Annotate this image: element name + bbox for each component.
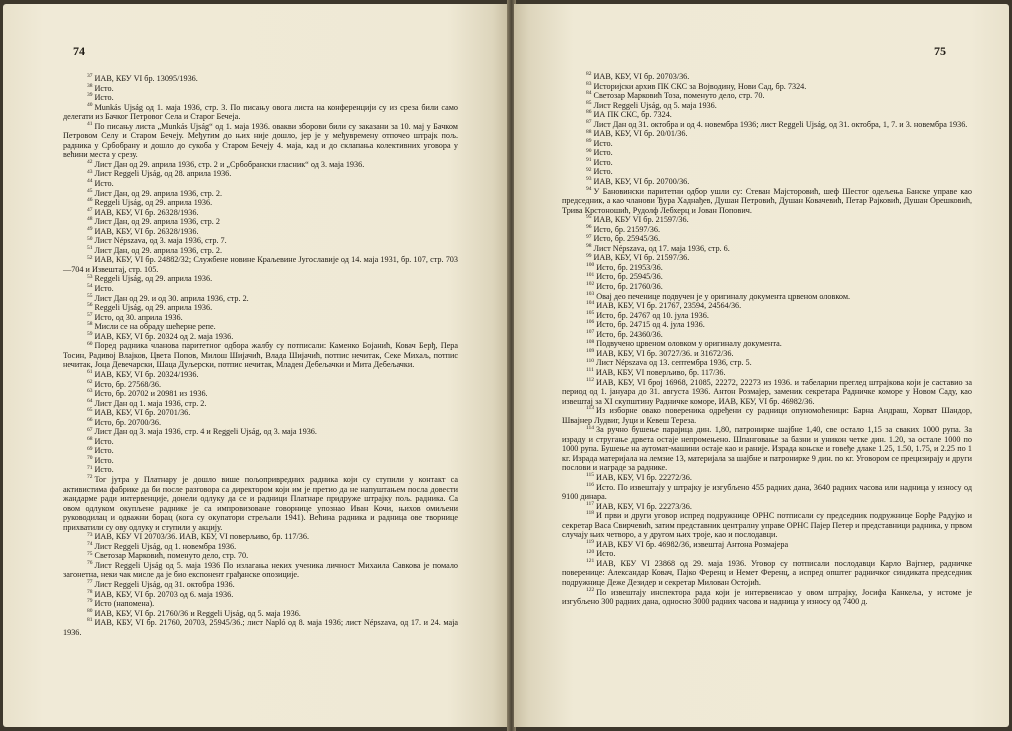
footnote-text: ИАВ, КБУ, VI бр. 21760, 20703, 25945/36.; лист Napló од 8. маја 1936; лист Népszava, од 17. и 24. маја 1936. — [63, 618, 458, 637]
footnote-number: 51 — [87, 245, 93, 252]
footnote-text: Исто, бр. 21760/36. — [596, 282, 663, 292]
footnote-number: 98 — [586, 243, 592, 250]
footnote — [63, 274, 458, 284]
footnote-text: Лист Népszava, од 17. маја 1936, стр. 6. — [593, 243, 730, 253]
footnote-number: 91 — [586, 157, 592, 164]
footnote-text: ИАВ, КБУ, VI поверљиво, бр. 117/36. — [595, 367, 726, 377]
footnote-text: Лист Népszava од 13. септембра 1936, стр. 5. — [596, 358, 752, 368]
footnote-text: ИАВ, КБУ, VI бр. 26328/1936. — [94, 207, 199, 217]
footnote — [562, 559, 972, 588]
footnote-text: Исто. — [94, 436, 114, 446]
footnote-text: Лист Дан, од 29. априла 1936, стр. 2. — [94, 188, 222, 198]
footnote — [562, 368, 972, 378]
footnote — [562, 483, 972, 502]
footnote-number: 44 — [87, 178, 93, 185]
footnote-number: 121 — [586, 558, 595, 565]
footnote-number: 122 — [586, 586, 595, 593]
footnote-text: Лист Népszava, од 3. маја 1936, стр. 7. — [94, 236, 227, 246]
footnote-number: 47 — [87, 206, 93, 213]
footnote-text: Исто. — [94, 93, 114, 103]
footnote — [63, 408, 458, 418]
footnote-text: Овај део печенице подвучен је у оригиналу документа црвеном оловком. — [596, 291, 851, 301]
footnote — [562, 549, 972, 559]
footnote-text: Reggeli Ujság, од 29. априла 1936. — [94, 303, 213, 313]
footnote-text: Лист Дан од 29. априла 1936, стр. 2 и „Србобрански гласник“ од 3. маја 1936. — [94, 159, 365, 169]
footnote-text: ИАВ, КБУ, VI бр. 21597/36. — [593, 253, 690, 263]
footnote-number: 113 — [586, 405, 595, 412]
footnote-text: Историјски архив ПК СКС за Војводину, Нови Сад, бр. 7324. — [593, 81, 807, 91]
footnote — [562, 349, 972, 359]
footnote-text: Лист Reggeli Ujság, од 1. новембра 1936. — [94, 541, 237, 551]
footnote-number: 85 — [586, 99, 592, 106]
footnote-text: Munkás Ujság од 1. маја 1936, стр. 3. По писању овога листа на конференцији су из среза били само делегати из Бачког Петровог Села и Старог Бечеја. — [63, 102, 458, 122]
footnote — [562, 339, 972, 349]
footnote-number: 67 — [87, 426, 93, 433]
footnote-text: Исто, од 30. априла 1936. — [94, 312, 183, 322]
footnote — [562, 511, 972, 540]
footnote-number: 68 — [87, 436, 93, 443]
footnote — [562, 358, 972, 368]
footnote-text: Поред радника чланова паритетног одбора жалбу су потписали: Каменко Бојанић, Ковач Берђ, Пера Тосин, Радивој Влајков, Цвета Попов, Милош Шијачић, Влада Шијачић, потпис нечитак, Секе Михаљ, потпис нечитак, Јоца Девечарски, Шаца Дуљерски, потпис нечитак, Младен Дебељачки и Мита Дебељачки. — [63, 341, 458, 370]
footnote-text: ИА ПК СКС, бр. 7324. — [593, 110, 672, 120]
footnote — [63, 246, 458, 256]
footnote-number: 84 — [586, 90, 592, 97]
footnote-text: Тог јутра у Платнару је дошло више пољопривредних радника који су ступили у контакт са активистима фабрике да би после разговора са директором који им је претио да не напуштањем посла довести жандарме ради интервенције, донели одлуку да се и радници Платнаре придруже штрајку пољ. радника. Са овом одлуком окупљене раднике је са импровизоване говорнице упознао Иван Кочи, њихов омиљени руководилац и одважни борац (кога су окупатори стрељали 1941). Већина радника и радница ове творнице прихватили су ову одлуку и ступили у акцију. — [63, 474, 458, 532]
page-number: 74 — [73, 44, 85, 58]
footnote — [63, 551, 458, 561]
footnote-number: 66 — [87, 416, 93, 423]
footnote-number: 106 — [586, 319, 595, 326]
footnote — [63, 456, 458, 466]
footnote-text: ИАВ, КБУ, VI бр. 20/01/36. — [593, 129, 688, 139]
footnote-number: 79 — [87, 598, 93, 605]
footnote-number: 109 — [586, 348, 595, 355]
footnote — [63, 284, 458, 294]
footnote — [562, 282, 972, 292]
footnote-number: 120 — [586, 548, 595, 555]
footnote-text: ИАВ, КБУ, VI бр. 21760/36 и Reggeli Ujság, од 5. маја 1936. — [94, 608, 301, 618]
footnote — [63, 332, 458, 342]
footnote — [562, 330, 972, 340]
footnote-text: ИАВ, КБУ, VI бр. 26328/1936. — [94, 226, 199, 236]
footnote-number: 58 — [87, 321, 93, 328]
footnote — [562, 72, 972, 82]
footnote — [63, 399, 458, 409]
footnote-number: 49 — [87, 226, 93, 233]
footnote-text: ИАВ, КБУ VI 20703/36. ИАВ, КБУ, VI поверљиво, бр. 117/36. — [94, 532, 309, 542]
footnote — [63, 599, 458, 609]
footnote-number: 107 — [586, 329, 595, 336]
footnote — [562, 272, 972, 282]
footnote — [63, 179, 458, 189]
footnote-number: 116 — [586, 481, 595, 488]
footnote-number: 41 — [87, 121, 93, 127]
footnote-text: Исто. — [94, 83, 114, 93]
footnote-text: Лист Дан од 29. и од 30. априла 1936, стр. 2. — [94, 293, 249, 303]
footnote-text: По извештају инспектора рада који је интервенисао у овом штрајку, Јосифа Канкеља, у истоме је изгубљено 300 радних дана, односно 3000 радних часова и надница у износу од 7400 д. — [562, 587, 972, 607]
footnote-text: ИАВ, КБУ, VI бр. 22272/36. — [596, 472, 692, 482]
footnote-text: Исто, бр. 20702 и 20981 из 1936. — [94, 389, 208, 399]
footnote-text: Исто, бр. 20700/36. — [94, 417, 162, 427]
footnote — [562, 311, 972, 321]
footnote-number: 37 — [87, 73, 93, 80]
footnote — [562, 158, 972, 168]
footnote-number: 115 — [586, 472, 595, 479]
footnote — [562, 148, 972, 158]
footnote — [63, 475, 458, 532]
footnote — [63, 341, 458, 370]
footnote — [562, 301, 972, 311]
footnote — [562, 425, 972, 473]
footnote-text: Исто, бр. 24715 од 4. јула 1936. — [596, 320, 705, 330]
footnote — [63, 198, 458, 208]
footnote-number: 73 — [87, 531, 93, 538]
footnote-number: 59 — [87, 331, 93, 338]
footnote-number: 88 — [586, 128, 592, 135]
footnote-number: 39 — [87, 92, 93, 99]
footnote-text: ИАВ, КБУ, VI бр. 30727/36. и 31672/36. — [596, 348, 734, 358]
footnote — [63, 294, 458, 304]
footnote-number: 93 — [586, 176, 592, 183]
footnote — [562, 225, 972, 235]
footnote-text: Исто, бр. 24767 од 10. јула 1936. — [596, 310, 709, 320]
footnote — [562, 120, 972, 130]
footnote-text: Reggeli Ujság, од 29. априла 1936. — [94, 198, 213, 208]
footnote-number: 48 — [87, 216, 93, 223]
footnote — [562, 101, 972, 111]
footnote-text: Исто. — [596, 549, 616, 559]
footnote-number: 75 — [87, 550, 93, 557]
footnote — [63, 437, 458, 447]
footnote-text: Лист Дан од 31. октобра и од 4. новембра 1936; лист Reggeli Ujság, од 31. октобра, 1, 7. и 3. новембра 1936. — [593, 119, 968, 129]
footnote — [63, 418, 458, 428]
footnote — [63, 580, 458, 590]
footnote-text: Исто. — [94, 179, 114, 189]
footnote-text: И први и други уговор испред подружнице ОРНС потписали су председник подружнице Борђе Радујко и секретар Васа Свирчевић, затим представник централну управе ОРНС Пајер Петер и представници радника, у првом случају њих четворо, а у другом њих троје, као и послодавци. — [562, 511, 972, 540]
footnote — [63, 542, 458, 552]
footnote-text: ИАВ, КБУ VI бр. 21597/36. — [593, 215, 689, 225]
footnote-number: 95 — [586, 214, 592, 221]
footnote — [562, 215, 972, 225]
footnote-number: 55 — [87, 292, 93, 299]
footnote-text: Лист Дан, од 29. априла 1936, стр. 2. — [94, 245, 222, 255]
footnote-number: 45 — [87, 187, 93, 194]
footnote-number: 54 — [87, 283, 93, 290]
footnote-number: 99 — [586, 252, 592, 259]
footnote-text: ИАВ, КБУ, VI бр. 20700/36. — [593, 177, 690, 187]
footnote-number: 50 — [87, 235, 93, 242]
footnote — [562, 253, 972, 263]
footnote-text: ИАВ, КБУ, VI бр. 20703/36. — [593, 72, 690, 81]
footnote-number: 74 — [87, 541, 93, 548]
footnote-number: 117 — [586, 500, 595, 507]
footnote-number: 96 — [586, 224, 592, 231]
footnote-number: 111 — [586, 367, 594, 374]
footnote — [63, 122, 458, 160]
footnote-text: Исто. — [94, 465, 114, 475]
footnote — [63, 189, 458, 199]
footnote — [63, 609, 458, 619]
footnote-text: Лист Reggeli Ujság, од 28. априла 1936. — [94, 169, 232, 179]
footnote-text: Исто. — [593, 157, 613, 167]
footnote — [562, 177, 972, 187]
footnote — [63, 370, 458, 380]
footnote — [63, 532, 458, 542]
footnote-text: Исто (напомена). — [94, 599, 155, 609]
footnote-number: 92 — [586, 166, 592, 173]
footnote-number: 61 — [87, 369, 93, 376]
footnote — [63, 561, 458, 580]
footnote — [63, 93, 458, 103]
footnote-number: 83 — [586, 80, 592, 87]
footnote-number: 42 — [87, 159, 93, 166]
footnote-text: За ручно бушење парајица дин. 1,80, патронирке шајбне 1,40, све остало 1,15 за сваких 1000 рупа. За израду и стругање дрвета остаје непромењено. Шпанговање за базни и уникон четке дин. 1.20, за остале 1000 по 1000 рупа. Бушење на аутомат-машини остаје као и раније. Израда коњске и говеђе длаке 1.25, 1.50, 1.75, и 2.25 по 1 кг. Израда материјала на лемзие 13, материјала за шајбне и патронирке 9 дин. по кг. Уговором се прецизирају и други послови и награде за раднике. — [562, 425, 972, 473]
footnote-number: 94 — [586, 185, 592, 192]
footnote-number: 64 — [87, 397, 93, 404]
footnote-text: ИАВ, КБУ, VI бр. 24882/32; Службене новине Краљевине Југославије од 14. маја 1931, бр. 107, стр. 703—704 и Извештај, стр. 105. — [63, 255, 458, 274]
footnote — [63, 389, 458, 399]
footnote-number: 70 — [87, 455, 93, 462]
footnote-number: 101 — [586, 271, 595, 278]
footnote-number: 81 — [87, 617, 93, 624]
footnote-list — [63, 74, 458, 637]
footnote-text: Исто, бр. 25945/36. — [596, 272, 663, 282]
footnote — [63, 255, 458, 274]
footnote-number: 100 — [586, 262, 595, 269]
footnote — [63, 380, 458, 390]
footnote-number: 56 — [87, 302, 93, 309]
footnote-text: ИАВ, КБУ, VI број 16968, 21085, 22272, 22273 из 1936. и табеларни преглед штрајкова који је саставио за период од 1. јануара до 31. августа 1936. Антон Розмајер, заменик секретара Радничке коморе у Новом Саду, као извештај за XI скупштину Радничке коморе, ИАВ, КБУ, VI бр. 46982/36. — [562, 377, 972, 406]
footnote-number: 119 — [586, 539, 595, 546]
footnote — [63, 208, 458, 218]
footnote-number: 110 — [586, 357, 595, 364]
footnote-text: Лист Reggeli Ujság, од 31. октобра 1936. — [94, 579, 235, 589]
footnote-text: ИАВ, КБУ, VI бр. 20324 од 2. маја 1936. — [94, 331, 234, 341]
footnote-number: 78 — [87, 588, 93, 595]
footnote-number: 103 — [586, 290, 595, 297]
footnote-number: 118 — [586, 510, 595, 517]
footnote-text: Из изборне овако повереника одређени су радници опуномоћеници: Барна Андраш, Хорват Шандор, Швајнер Лудвиг, Јуци и Кевеш Тереза. — [562, 406, 972, 425]
footnote-text: Исто, бр. 27568/36. — [94, 379, 162, 389]
footnote-number: 114 — [586, 424, 595, 431]
footnote — [63, 590, 458, 600]
footnote — [562, 292, 972, 302]
footnote — [63, 446, 458, 456]
footnote-text: Лист Reggeli Ujság, од 5. маја 1936. — [593, 100, 717, 110]
footnote-number: 65 — [87, 407, 93, 414]
footnote-number: 71 — [87, 464, 93, 471]
footnote — [63, 217, 458, 227]
right-page — [514, 4, 1009, 727]
footnote-text: Исто, бр. 24360/36. — [596, 329, 663, 339]
footnote — [63, 303, 458, 313]
footnote-number: 69 — [87, 445, 93, 452]
footnote-text: Исто. — [94, 446, 114, 456]
page-number: 75 — [934, 44, 946, 58]
footnote — [63, 169, 458, 179]
footnote-text: Исто, бр. 25945/36. — [593, 234, 661, 244]
footnote — [562, 378, 972, 407]
footnote — [562, 234, 972, 244]
footnote — [562, 244, 972, 254]
footnote — [562, 588, 972, 607]
left-page — [3, 4, 508, 727]
footnote — [63, 313, 458, 323]
footnote — [63, 618, 458, 637]
footnote-text: ИАВ, КБУ VI бр. 13095/1936. — [94, 74, 198, 83]
footnote — [562, 473, 972, 483]
footnote-text: По писању листа „Munkás Ujság“ од 1. маја 1936. овакви зборови били су заказани за 10. мај у Бачком Петровом Селу и Старом Бечеју. Међутим до њих није дошло, јер је у међувремену отпочео штрајк пољ. радника у Србобрану и дошло до сукоба у Старом Бечеју 4. маја, кад и до склапања колективних уговора у већини места у срезу. — [63, 121, 458, 160]
footnote-text: Мисли се на обраду шећерне репе. — [94, 322, 216, 332]
footnote-text: Лист Дан, од 29. априла 1936, стр. 2 — [94, 217, 220, 227]
footnote-number: 52 — [87, 254, 93, 261]
footnote-number: 82 — [586, 71, 592, 78]
footnote — [562, 540, 972, 550]
footnote-text: ИАВ, КБУ, VI бр. 20703 од 6. маја 1936. — [94, 589, 234, 599]
footnote-text: Лист Дан од 3. маја 1936, стр. 4 и Reggeli Ujság, од 3. маја 1936. — [94, 427, 317, 437]
footnote — [63, 236, 458, 246]
footnote-number: 105 — [586, 309, 595, 316]
footnote-number: 57 — [87, 311, 93, 318]
footnote-number: 53 — [87, 273, 93, 280]
footnote-text: Светозар Марковић Тоза, поменуто дело, стр. 70. — [593, 91, 765, 101]
footnote-number: 60 — [87, 340, 93, 347]
footnote-text: Исто. — [94, 284, 114, 294]
footnote — [562, 320, 972, 330]
footnote — [562, 91, 972, 101]
footnote-text: Исто. — [94, 455, 114, 465]
footnote — [63, 103, 458, 122]
footnote-number: 46 — [87, 197, 93, 204]
footnote-number: 40 — [87, 101, 93, 108]
footnote — [63, 322, 458, 332]
footnote-text: Reggeli Ujság, од 29. априла 1936. — [94, 274, 213, 284]
footnote-text: Исто, бр. 21953/36. — [596, 262, 663, 272]
footnote-number: 104 — [586, 300, 595, 307]
footnote — [63, 227, 458, 237]
footnote-text: Светозар Марковић, поменуто дело, стр. 70. — [94, 551, 249, 561]
footnote-number: 87 — [586, 119, 592, 125]
footnote — [63, 74, 458, 84]
footnote — [562, 167, 972, 177]
footnote-text: Исто. — [593, 138, 613, 148]
footnote-text: Лист Дан од 1. маја 1936, стр. 2. — [94, 398, 207, 408]
footnote-text: Подвучено црвеном оловком у оригиналу документа. — [596, 339, 782, 349]
footnote-text: Исто. — [593, 148, 613, 158]
footnote-number: 112 — [586, 376, 595, 383]
footnote-number: 76 — [87, 560, 93, 567]
footnote-text: Исто. — [593, 167, 613, 177]
footnote-number: 72 — [87, 474, 93, 481]
footnote-number: 80 — [87, 607, 93, 614]
footnote-text: ИАВ, КБУ, VI бр. 21767, 23594, 24564/36. — [596, 301, 742, 311]
footnote-number: 62 — [87, 378, 93, 385]
footnote-number: 89 — [586, 138, 592, 145]
footnote-text: У Бановински паритетни одбор ушли су: Стеван Мајсторовић, шеф Шестог одељења Банске управе као председник, а као чланови Ђура Хаднађев, Душан Петровић, Душан Ковачевић, Петар Рајковић, Душан Орешковић, Трива Крстоношић, Рудолф Лебхерц и Јован Попович. — [562, 186, 972, 215]
footnote — [63, 84, 458, 94]
footnote-number: 43 — [87, 168, 93, 175]
footnote-text: ИАВ, КБУ VI 23868 од 29. маја 1936. Уговор су потписали послодавци Карло Вајгнер, радничке поверенице: Александар Ковач, Пајко Ференц и Немет Ференц, а испред општег радничког синдиката председник подружнице Деже Дезидер и секретар Милован Остојић. — [562, 558, 972, 587]
footnote-text: ИАВ, КБУ, VI бр. 20701/36. — [94, 408, 191, 418]
footnote-number: 38 — [87, 82, 93, 89]
footnote-text: Исто. По извештају у штрајку је изгубљено 455 радних дана, 3640 радних часова или надница у износу од 9100 динара. — [562, 482, 972, 502]
footnote-text: ИАВ, КБУ VI бр. 46982/36, извештај Антона Розмајера — [596, 539, 789, 549]
footnote-number: 90 — [586, 147, 592, 154]
footnote — [63, 465, 458, 475]
footnote-text: ИАВ, КБУ, VI бр. 20324/1936. — [94, 369, 199, 379]
footnote — [562, 187, 972, 216]
footnote-number: 97 — [586, 233, 592, 240]
footnote-number: 63 — [87, 388, 93, 395]
footnote-number: 108 — [586, 338, 595, 345]
footnote — [562, 129, 972, 139]
footnote-text: Исто, бр. 21597/36. — [593, 224, 661, 234]
footnote — [562, 82, 972, 92]
footnote-text: ИАВ, КБУ, VI бр. 22273/36. — [596, 501, 692, 511]
footnote — [562, 110, 972, 120]
footnote-list — [562, 72, 972, 607]
footnote-number: 86 — [586, 109, 592, 116]
footnote-number: 102 — [586, 281, 595, 288]
footnote — [63, 427, 458, 437]
footnote-text: Лист Reggeli Ujság од 5. маја 1936 По излагања неких ученика личност Михаила Савкова је помало загонетна, неки чак мисле да је био експонент грађанске опозиције. — [63, 560, 458, 580]
footnote-number: 77 — [87, 579, 93, 586]
footnote — [562, 139, 972, 149]
footnote — [562, 406, 972, 425]
footnote — [562, 502, 972, 512]
